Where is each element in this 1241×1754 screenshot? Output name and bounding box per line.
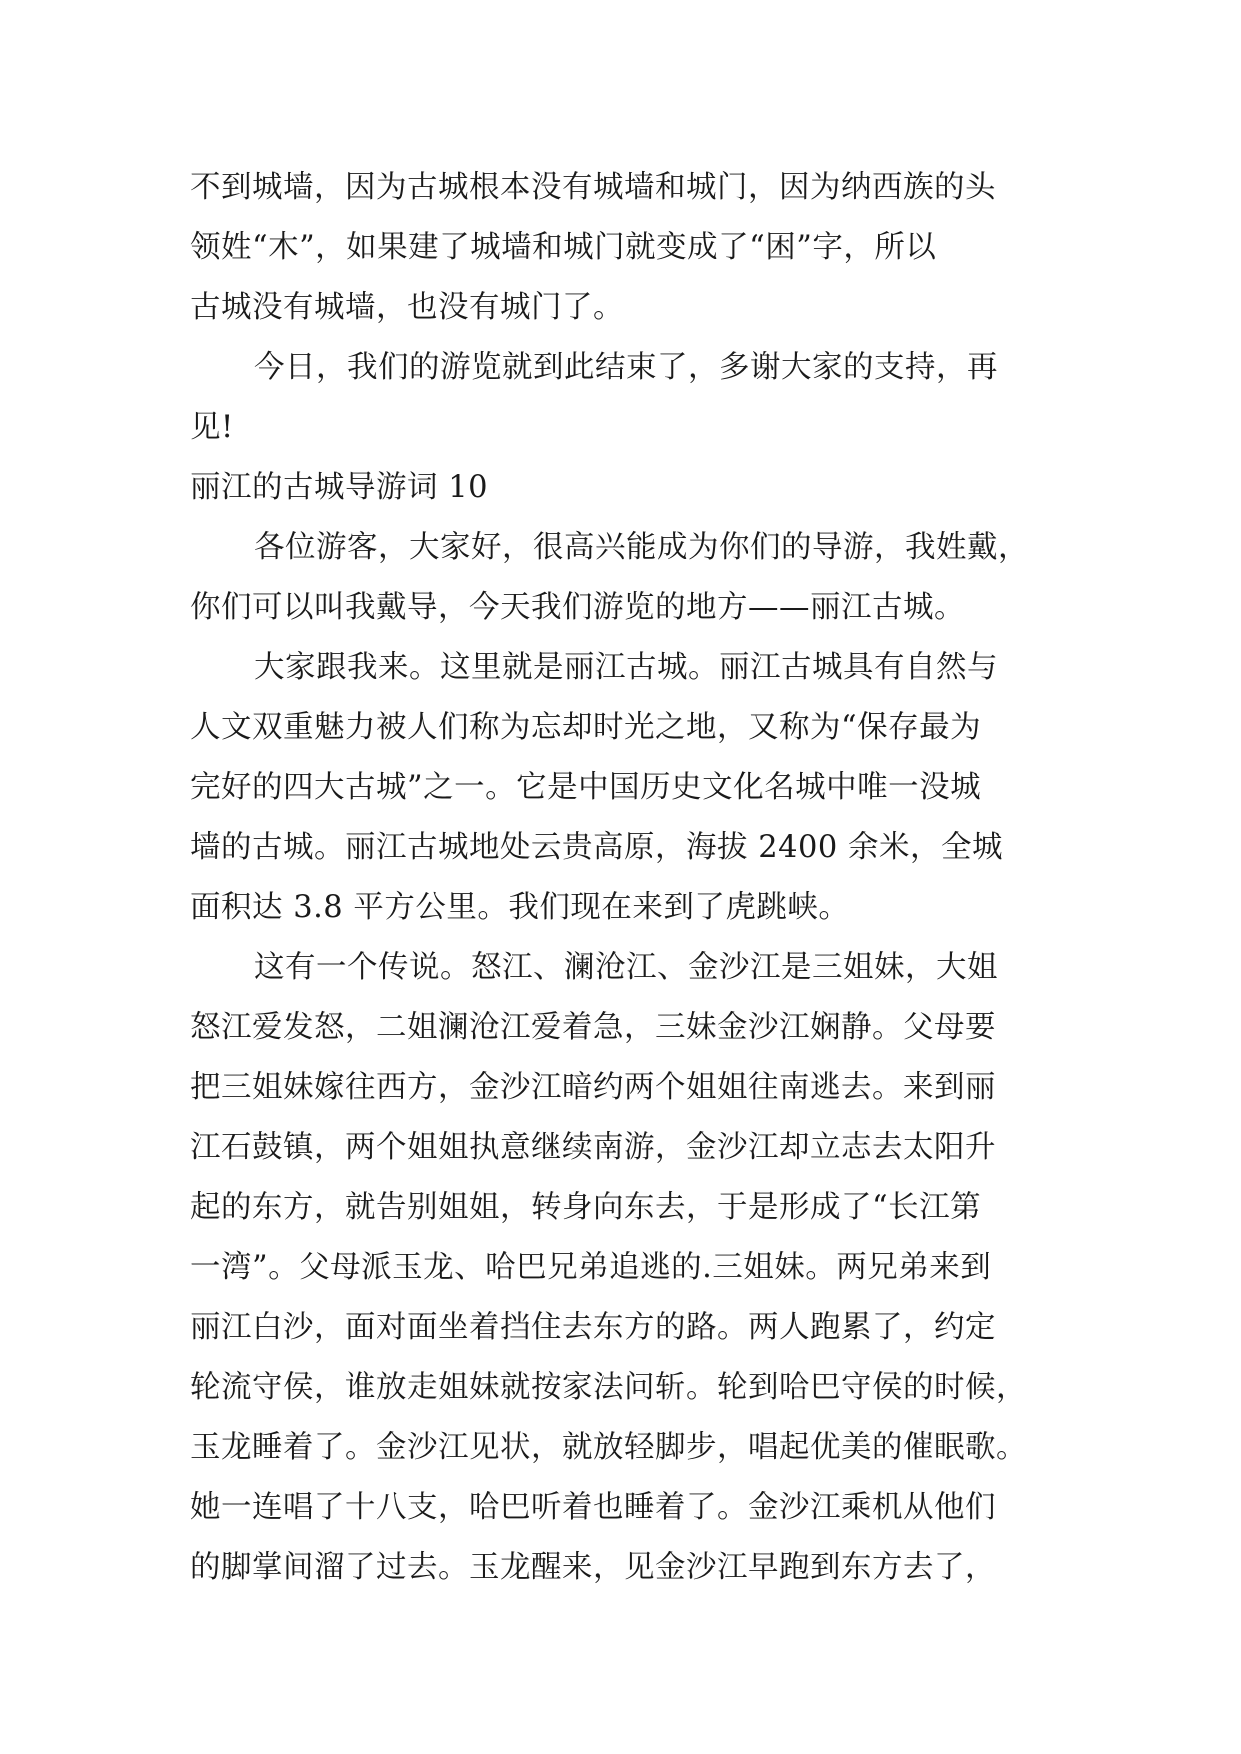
- text-line: 面积达 3.8 平方公里。我们现在来到了虎跳峡。: [190, 890, 850, 925]
- text-line: 古城没有城墙，也没有城门了。: [190, 290, 624, 325]
- text-line: 见!: [190, 410, 234, 445]
- text-line: 丽江白沙，面对面坐着挡住去东方的路。两人跑累了，约定: [190, 1310, 996, 1345]
- text-line: 怒江爱发怒，二姐澜沧江爱着急，三妹金沙江娴静。父母要: [190, 1010, 996, 1045]
- text-line: 完好的四大古城”之一。它是中国历史文化名城中唯一没城: [190, 770, 982, 805]
- document-body: [190, 158, 1052, 1598]
- text-line: 你们可以叫我戴导，今天我们游览的地方——丽江古城。: [190, 590, 965, 625]
- text-line: 各位游客，大家好，很高兴能成为你们的导游，我姓戴，: [254, 530, 1029, 565]
- text-line: 起的东方，就告别姐姐，转身向东去，于是形成了“长江第: [190, 1190, 982, 1225]
- text-line: 她一连唱了十八支，哈巴听着也睡着了。金沙江乘机从他们: [190, 1490, 996, 1525]
- text-line: 墙的古城。丽江古城地处云贵高原，海拔 2400 余米，全城: [190, 830, 1004, 865]
- text-line: 大家跟我来。这里就是丽江古城。丽江古城具有自然与: [254, 650, 998, 685]
- text-line: 轮流守侯，谁放走姐妹就按家法问斩。轮到哈巴守侯的时候，: [190, 1370, 1027, 1405]
- text-line: 江石鼓镇，两个姐姐执意继续南游，金沙江却立志去太阳升: [190, 1130, 996, 1165]
- text-line: 今日，我们的游览就到此结束了，多谢大家的支持，再: [254, 350, 998, 385]
- text-line: 不到城墙，因为古城根本没有城墙和城门，因为纳西族的头: [190, 170, 996, 205]
- text-line: 人文双重魅力被人们称为忘却时光之地，又称为“保存最为: [190, 710, 982, 745]
- text-line: 玉龙睡着了。金沙江见状，就放轻脚步，唱起优美的催眠歌。: [190, 1430, 1027, 1465]
- text-line: 这有一个传说。怒江、澜沧江、金沙江是三姐妹，大姐: [254, 950, 998, 985]
- text-line: 领姓“木”，如果建了城墙和城门就变成了“困”字，所以: [190, 230, 937, 265]
- text-line: 一湾”。父母派玉龙、哈巴兄弟追逃的.三姐妹。两兄弟来到: [190, 1250, 992, 1285]
- text-line: 的脚掌间溜了过去。玉龙醒来，见金沙江早跑到东方去了，: [190, 1550, 996, 1585]
- text-line: 把三姐妹嫁往西方，金沙江暗约两个姐姐往南逃去。来到丽: [190, 1070, 996, 1105]
- text-line: 丽江的古城导游词 10: [190, 470, 489, 505]
